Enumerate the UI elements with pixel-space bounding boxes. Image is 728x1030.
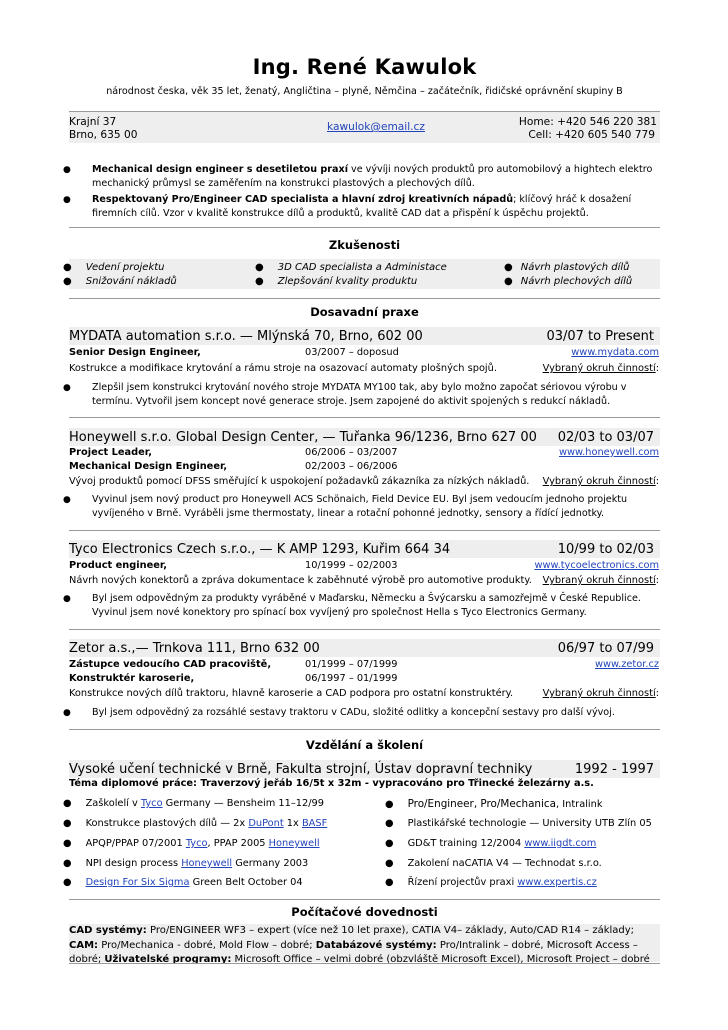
job-role-title: Project Leader, <box>69 447 152 458</box>
education-thesis: Téma diplomové práce: Traverzový jeřáb 16/5t x 32m - vypracováno pro Třinecké železárny a.s. <box>69 778 594 789</box>
bullet-icon: ● <box>385 858 394 869</box>
job-company: MYDATA automation s.r.o. — Mlýnská 70, Brno, 602 00 <box>69 329 423 344</box>
training-item: ● APQP/PPAP 07/2001 Tyco, PPAP 2005 Honeywell <box>63 838 320 849</box>
job-role-title: Product engineer, <box>69 560 168 571</box>
summary-text: ; klíčový hráč k dosažení firemních cílů. Vzor v kvalitě konstrukce dílů a produktů, kvalitě CAD dat a přispění k úspěchu projektů. <box>92 194 632 219</box>
education-years: 1992 - 1997 <box>574 762 654 777</box>
bullet-icon: ● <box>504 262 513 273</box>
job-dates: 06/97 to 07/99 <box>557 641 654 656</box>
bullet-icon: ● <box>385 818 394 829</box>
bullet-icon: ● <box>63 262 72 273</box>
section-heading-practice: Dosavadní praxe <box>310 305 419 319</box>
section-divider <box>69 298 660 299</box>
bullet-icon: ● <box>63 165 71 175</box>
bullet-icon: ● <box>63 798 72 809</box>
training-link[interactable]: www.expertis.cz <box>517 877 597 888</box>
education-school: Vysoké učení technické v Brně, Fakulta strojní, Ústav dopravní techniky <box>69 762 533 777</box>
summary-text: ve vývíji nových produktů pro automobilový a hightech elektro mechanický průmysl se zaměřením na konstrukci plastových a plechových dílů. <box>92 164 653 189</box>
job-divider <box>69 629 660 630</box>
bullet-icon: ● <box>63 708 71 718</box>
training-item: ● Pro/Engineer, Pro/Mechanica, Intralink <box>385 798 603 810</box>
bullet-icon: ● <box>63 594 71 604</box>
job-role-period: 06/1997 – 01/1999 <box>305 673 398 684</box>
job-divider <box>69 417 660 418</box>
training-link[interactable]: www.iigdt.com <box>524 838 597 849</box>
job-selected-activities: Vybraný okruh činností: <box>542 688 659 699</box>
contact-cell-phone: Cell: +420 605 540 779 <box>528 129 655 141</box>
contact-home-phone: Home: +420 546 220 381 <box>518 116 657 128</box>
training-item: ● Zakolení naCATIA V4 — Technodat s.r.o. <box>385 858 602 869</box>
job-selected-activities: Vybraný okruh činností: <box>542 575 659 586</box>
job-selected-activities: Vybraný okruh činností: <box>542 363 659 374</box>
computer-skills-text: CAD systémy: Pro/ENGINEER WF3 – expert (více než 10 let praxe), CATIA V4– základy, Auto/CAD R14 – základy; CAM: Pro/Mechanica - dobré, Mold Flow – dobré; Databázové systémy: Pro/Intralink – dobré, Microsoft Access – dobré; Uživatelské programy: Microsoft Office – velmi dobré (obzvláště Microsoft Excel), Microsoft Project – dobré <box>69 925 650 965</box>
contact-email-link[interactable]: kawulok@email.cz <box>327 121 425 133</box>
training-item: ● NPI design process Honeywell Germany 2003 <box>63 858 309 869</box>
job-role-period: 10/1999 – 02/2003 <box>305 560 398 571</box>
job-website-link[interactable]: www.honeywell.com <box>558 447 659 458</box>
bullet-icon: ● <box>63 818 72 829</box>
job-role-period: 06/2006 – 03/2007 <box>305 447 398 458</box>
training-item: ● Zaškolelí v Tyco Germany — Bensheim 11–12/99 <box>63 798 325 809</box>
training-item: ● Konstrukce plastových dílů — 2x DuPont 1x BASF <box>63 818 328 829</box>
skill-item: ● Návrh plastových dílů <box>504 262 630 273</box>
section-divider <box>69 729 660 730</box>
bullet-icon: ● <box>63 858 72 869</box>
training-item: ● Plastikářské technologie — University UTB Zlín 05 <box>385 818 652 829</box>
job-role-title: Zástupce vedoucího CAD pracoviště, <box>69 659 272 670</box>
job-description: Návrh nových konektorů a zpráva dokumentace k zaběhnuté výrobě pro automotive produkty. <box>69 575 532 586</box>
job-website-link[interactable]: www.mydata.com <box>571 347 659 358</box>
skill-item: ● Vedení projektu <box>63 262 165 273</box>
job-role-title: Senior Design Engineer, <box>69 347 201 358</box>
job-dates: 10/99 to 02/03 <box>557 542 654 557</box>
job-role-period: 01/1999 – 07/1999 <box>305 659 398 670</box>
bullet-icon: ● <box>63 495 71 505</box>
bullet-icon: ● <box>385 799 394 810</box>
training-item: ● GD&T training 12/2004 www.iigdt.com <box>385 838 597 849</box>
training-link[interactable]: Honeywell <box>181 858 233 869</box>
job-role-period: 03/2007 – doposud <box>305 347 399 358</box>
section-heading-education: Vzdělání a školení <box>305 738 424 752</box>
summary-bold: Respektovaný Pro/Engineer CAD specialista a hlavní zdroj kreativních nápadů <box>92 194 514 205</box>
summary-bold: Mechanical design engineer s desetiletou praxí <box>92 164 348 175</box>
section-heading-experience: Zkušenosti <box>328 238 401 252</box>
bullet-icon: ● <box>63 838 72 849</box>
job-description: Kostrukce a modifikace krytování a rámu stroje na osazovací automaty plošných spojů. <box>69 363 497 374</box>
bullet-icon: ● <box>504 276 513 287</box>
bullet-icon: ● <box>255 262 264 273</box>
bullet-icon: ● <box>385 877 394 888</box>
section-heading-computer: Počítačové dovednosti <box>291 905 438 919</box>
bullet-icon: ● <box>63 195 71 205</box>
job-dates: 03/07 to Present <box>546 329 654 344</box>
job-company: Tyco Electronics Czech s.r.o., — K AMP 1293, Kuřim 664 34 <box>69 542 451 557</box>
job-company: Zetor a.s.,— Trnkova 111, Brno 632 00 <box>69 641 320 656</box>
job-website-link[interactable]: www.tycoelectronics.com <box>534 560 659 571</box>
contact-bar <box>69 111 660 143</box>
bullet-icon: ● <box>255 276 264 287</box>
bullet-icon: ● <box>385 838 394 849</box>
training-link[interactable]: Honeywell <box>268 838 320 849</box>
training-link[interactable]: Tyco <box>140 798 163 809</box>
training-link[interactable]: Tyco <box>185 838 208 849</box>
personal-intro: národnost česka, věk 35 let, ženatý, Angličtina – plyně, Němčina – začátečník, řidičské oprávnění skupiny B <box>106 86 623 97</box>
job-role-period: 02/2003 – 06/2006 <box>305 461 398 472</box>
job-description: Vývoj produktů pomocí DFSS směřující k uspokojení požadavků zákazníka za nízkých nákladů. <box>69 476 530 487</box>
training-item: ● Design For Six Sigma Green Belt October 04 <box>63 877 303 888</box>
job-company: Honeywell s.r.o. Global Design Center, — Tuřanka 96/1236, Brno 627 00 <box>69 430 537 445</box>
training-link[interactable]: Design For Six Sigma <box>85 877 190 888</box>
job-role-title: Mechanical Design Engineer, <box>69 461 228 472</box>
training-link[interactable]: DuPont <box>248 818 284 829</box>
job-divider <box>69 530 660 531</box>
bullet-icon: ● <box>63 276 72 287</box>
skill-item: ● Návrh plechových dílů <box>504 276 633 287</box>
skill-item: ● Zlepšování kvality produktu <box>255 276 418 287</box>
training-item: ● Řízení projectův praxi www.expertis.cz <box>385 877 597 888</box>
section-divider <box>69 899 660 900</box>
section-divider <box>69 963 660 964</box>
bullet-icon: ● <box>63 383 71 393</box>
job-website-link[interactable]: www.zetor.cz <box>594 659 659 670</box>
job-dates: 02/03 to 03/07 <box>557 430 654 445</box>
contact-city: Brno, 635 00 <box>69 129 138 141</box>
training-link[interactable]: BASF <box>301 818 328 829</box>
contact-street: Krajní 37 <box>69 116 117 128</box>
skill-item: ● 3D CAD specialista a Administace <box>255 262 447 273</box>
skill-item: ● Snižování nákladů <box>63 276 177 287</box>
resume-name: Ing. René Kawulok <box>252 55 477 79</box>
section-divider <box>69 227 660 228</box>
job-selected-activities: Vybraný okruh činností: <box>542 476 659 487</box>
bullet-icon: ● <box>63 877 72 888</box>
job-description: Konstrukce nových dílů traktoru, hlavně karoserie a CAD podpora pro ostatní konstruktéry. <box>69 688 514 699</box>
job-role-title: Konstruktér karoserie, <box>69 673 195 684</box>
